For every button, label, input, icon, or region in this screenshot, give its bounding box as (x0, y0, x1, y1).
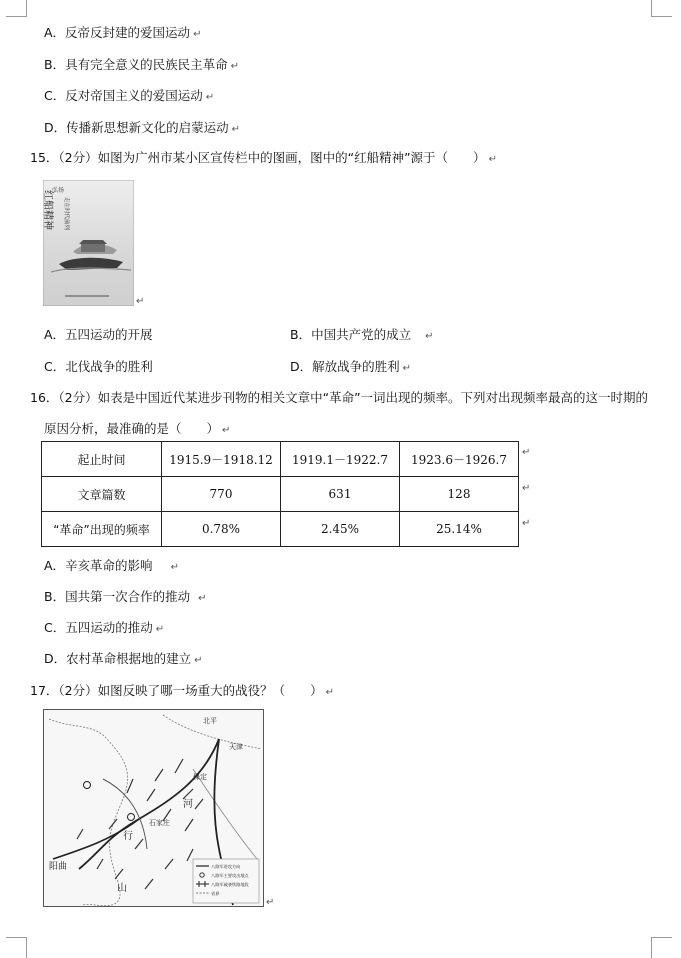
legend-item: 八路军主要攻击地点 (211, 873, 249, 878)
table-cell: 128 (400, 477, 519, 512)
map-label-beiping: 北平 (203, 717, 217, 725)
map-label-shan: 山 (117, 883, 127, 894)
table-cell: 0.78% (162, 512, 281, 547)
table-cell: 25.14% (400, 512, 519, 547)
q15-option-d[interactable]: D．解放战争的胜利 ↵ (290, 359, 412, 374)
q15-stem: 15．（2分）如图为广州市某小区宣传栏中的图画，图中的“红船精神”源于（ ） ↵ (30, 150, 497, 165)
paragraph-mark: ↵ (522, 518, 531, 529)
paragraph-mark: ↵ (522, 447, 531, 458)
map-label-yangqu: 阳曲 (49, 862, 68, 872)
q14-option-a[interactable]: A．反帝反封建的爱国运动 ↵ (44, 25, 202, 40)
q16-option-b[interactable]: B．国共第一次合作的推动 ↵ (44, 589, 207, 604)
map-label-baoding: 保定 (193, 773, 207, 781)
table-row (42, 477, 519, 512)
q16-stem-line-1: 16．（2分）如表是中国近代某进步刊物的相关文章中“革命”一词出现的频率。下列对出现频率最高的这一时期的 (30, 390, 649, 405)
page-corner-mark (651, 937, 672, 958)
page-corner-mark (651, 0, 672, 17)
legend-item: 八路军破袭铁路地段 (211, 882, 249, 887)
map-label-shijiazhuang: 石家庄 (149, 819, 170, 827)
table-row (42, 512, 519, 547)
table-row (42, 442, 519, 477)
paragraph-mark: ↵ (136, 296, 145, 307)
q14-option-b[interactable]: B．具有完全意义的民族民主革命 ↵ (44, 57, 239, 72)
table-cell: 2.45% (281, 512, 400, 547)
table-cell: 631 (281, 477, 400, 512)
q14-option-c[interactable]: C．反对帝国主义的爱国运动 ↵ (44, 88, 215, 103)
red-boat-poster-image (43, 180, 134, 306)
q15-option-c[interactable]: C．北伐战争的胜利 (44, 359, 153, 374)
q15-option-b[interactable]: B．中国共产党的成立 ↵ (290, 327, 434, 342)
q17-stem: 17．（2分）如图反映了哪一场重大的战役？（ ） ↵ (30, 683, 335, 698)
table-cell: 770 (162, 477, 281, 512)
map-label-hang: 行 (123, 831, 133, 842)
q16-option-c[interactable]: C．五四运动的推动 ↵ (44, 620, 165, 635)
legend-item: 八路军进攻方向 (211, 864, 241, 869)
map-label-tianjin: 天津 (229, 743, 243, 751)
table-cell: 起止时间 (42, 442, 162, 477)
poster-slogan: 走在时代前列 (63, 197, 69, 231)
q15-option-a[interactable]: A．五四运动的开展 (44, 327, 153, 342)
table-cell: 文章篇数 (42, 477, 162, 512)
q16-stem-line-2: 原因分析，最准确的是（ ） ↵ (44, 421, 231, 436)
page-corner-mark (6, 937, 27, 958)
paragraph-mark: ↵ (522, 483, 531, 494)
frequency-table (41, 441, 519, 547)
table-cell: 1923.6－1926.7 (400, 442, 519, 477)
hundred-regiments-campaign-map (43, 709, 264, 907)
page-corner-mark (6, 0, 27, 17)
q16-option-a[interactable]: A．辛亥革命的影响 ↵ (44, 558, 179, 573)
paragraph-mark: ↵ (266, 897, 275, 908)
poster-title: 红船精神 (43, 190, 53, 230)
table-cell: “革命”出现的频率 (42, 512, 162, 547)
q14-option-d[interactable]: D．传播新思想新文化的启蒙运动 ↵ (44, 120, 241, 135)
q16-option-d[interactable]: D．农村革命根据地的建立 ↵ (44, 651, 203, 666)
table-cell: 1915.9－1918.12 (162, 442, 281, 477)
legend-item: 省界 (211, 891, 220, 896)
table-cell: 1919.1－1922.7 (281, 442, 400, 477)
poster-heading: 弘扬 (52, 187, 65, 194)
map-label-river: 河 (183, 799, 193, 810)
